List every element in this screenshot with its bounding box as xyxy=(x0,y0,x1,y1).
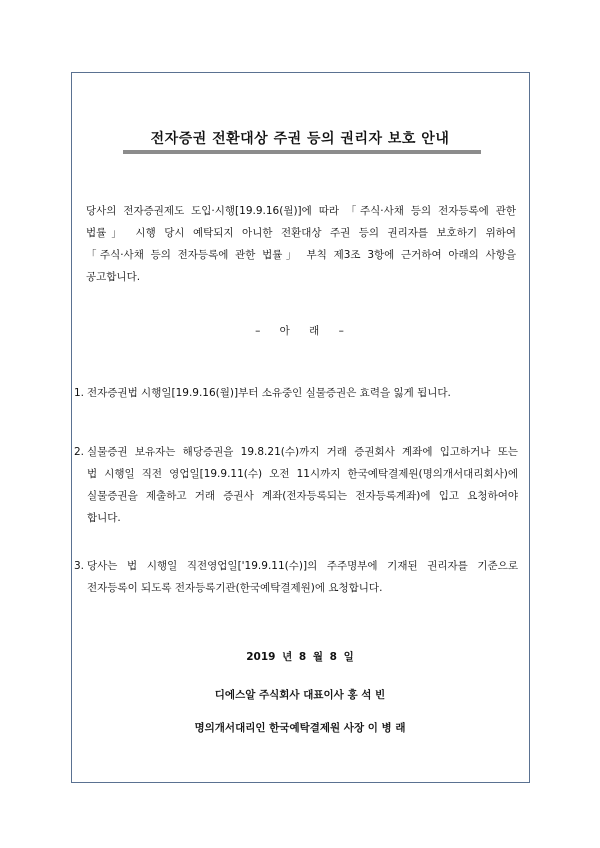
document-title: 전자증권 전환대상 주권 등의 권리자 보호 안내 xyxy=(150,131,450,147)
signature-company: 디에스알 주식회사 대표이사 홍 석 빈 xyxy=(214,689,386,701)
item-line: 전자증권법 시행일[19.9.16(월)]부터 소유중인 실물증권은 효력을 잃게 됩니다. xyxy=(87,387,451,399)
item-line: 당사는 법 시행일 직전영업일['19.9.11(수)]의 주주명부에 기재된 권리자를 기준으로 xyxy=(87,560,518,572)
intro-paragraph xyxy=(86,200,516,288)
section-divider: – 아 래 – xyxy=(255,325,345,337)
document-border xyxy=(71,72,530,783)
item-line: 실물증권 보유자는 해당증권을 19.8.21(수)까지 거래 증권회사 계좌에 입고하거나 또는 xyxy=(87,446,518,458)
item-body xyxy=(87,441,518,529)
intro-line: 법률」 시행 당시 예탁되지 아니한 전환대상 주권 등의 권리자를 보호하기 위하여 xyxy=(86,227,516,239)
item-body xyxy=(87,555,518,599)
notice-date: 2019 년 8 월 8 일 xyxy=(246,651,354,663)
intro-line: 공고합니다. xyxy=(86,271,141,283)
title-underline xyxy=(123,150,481,154)
item-number: 1. xyxy=(74,387,85,399)
intro-line: 「주식·사채 등의 전자등록에 관한 법률」 부칙 제3조 3항에 근거하여 아래의 사항을 xyxy=(86,249,516,261)
item-number: 2. xyxy=(74,446,85,458)
item-line: 합니다. xyxy=(87,512,121,524)
item-number: 3. xyxy=(74,560,85,572)
item-line: 실물증권을 제출하고 거래 증권사 계좌(전자등록되는 전자등록계좌)에 입고 요청하여야 xyxy=(87,490,518,502)
intro-line: 당사의 전자증권제도 도입·시행[19.9.16(월)]에 따라 「주식·사채 등의 전자등록에 관한 xyxy=(86,205,516,217)
item-body xyxy=(87,382,518,404)
signature-agent: 명의개서대리인 한국예탁결제원 사장 이 병 래 xyxy=(194,722,406,734)
item-line: 법 시행일 직전 영업일[19.9.11(수) 오전 11시까지 한국예탁결제원(명의개서대리회사)에 xyxy=(87,468,518,480)
item-line: 전자등록이 되도록 전자등록기관(한국예탁결제원)에 요청합니다. xyxy=(87,582,383,594)
